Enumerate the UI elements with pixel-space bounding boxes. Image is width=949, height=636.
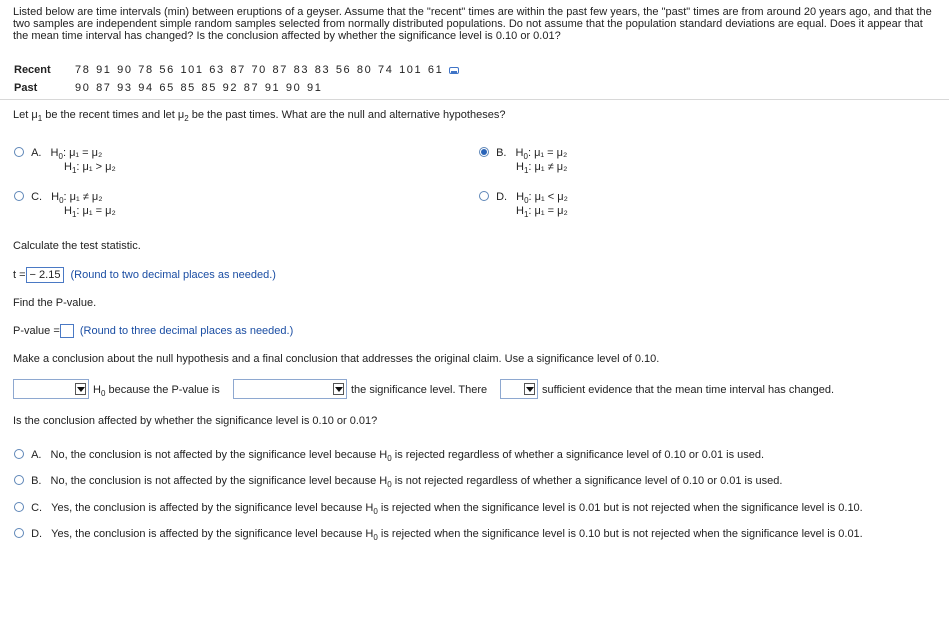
past-values: 90 87 93 94 65 85 85 92 87 91 90 91 [75,82,323,94]
radio-conclusion-d[interactable] [14,528,24,538]
conclusion-text-3: sufficient evidence that the mean time interval has changed. [542,384,835,396]
p-hint: (Round to three decimal places as needed.) [79,324,294,337]
conclusion-option-a[interactable]: A. No, the conclusion is not affected by the significance level because $H_0$ is rejected regardless of whether a significance level of 0.10 or 0.01 is used. [14,449,764,461]
radio-a[interactable] [14,147,24,157]
hypothesis-option-b[interactable]: B. $H_0$: μ₁ = μ₂ $H_1$: μ₁ ≠ μ₂ [479,146,567,174]
t-hint: (Round to two decimal places as needed.) [70,268,276,281]
conclusion-prompt: Make a conclusion about the null hypothesis and a final conclusion that addresses the original claim. Use a significance level of 0.10. [13,353,660,365]
problem-intro: Listed below are time intervals (min) between eruptions of a geyser. Assume that the "recent" times are within the past few years, the "past" times are from around 20 years ago, and that the two samples are independent simple random samples selected from normally distributed populations. Do not assume that the population standard deviations are equal. Does it appear that the mean time interval has changed? Is the conclusion affected by whether the significance level is 0.10 or 0.01? [13,6,932,42]
t-statistic-row: t = − 2.15 (Round to two decimal places as needed.) [13,268,276,281]
recent-data-row [75,64,459,76]
past-label: Past [14,82,38,94]
dropdown-arrow-icon [75,383,86,395]
conclusion-text-2: the significance level. There [351,384,488,396]
hypothesis-question: Let $\mu_1$ be the recent times and let $\mu_2$ be the past times. What are the null and alternative hypotheses? [13,109,506,123]
recent-label: Recent [14,64,51,76]
comparison-dropdown[interactable] [233,379,347,399]
radio-d[interactable] [479,191,489,201]
radio-c[interactable] [14,191,24,201]
p-prompt: Find the P-value. [13,297,97,309]
dropdown-arrow-icon [524,383,535,395]
hypothesis-option-a[interactable]: A. $H_0$: μ₁ = μ₂ $H_1$: μ₁ > μ₂ [14,146,116,174]
dropdown-arrow-icon [333,383,344,395]
radio-conclusion-a[interactable] [14,449,24,459]
p-value-row: P-value = (Round to three decimal places as needed.) [13,324,294,337]
evidence-dropdown[interactable] [500,379,538,399]
divider [0,99,949,100]
reject-dropdown[interactable] [13,379,89,399]
significance-question: Is the conclusion affected by whether the significance level is 0.10 or 0.01? [13,415,378,427]
hypothesis-option-d[interactable]: D. $H_0$: μ₁ < μ₂ $H_1$: μ₁ = μ₂ [479,190,568,218]
data-copy-icon[interactable] [449,67,459,74]
recent-values: 78 91 90 78 56 101 63 87 70 87 83 83 56 80 74 101 61 [75,64,444,76]
t-value-input[interactable]: − 2.15 [26,267,65,283]
radio-b-selected[interactable] [479,147,489,157]
hypothesis-option-c[interactable]: C. $H_0$: μ₁ ≠ μ₂ $H_1$: μ₁ = μ₂ [14,190,116,218]
conclusion-option-d[interactable]: D. Yes, the conclusion is affected by the significance level because $H_0$ is rejected when the significance level is 0.10 but is not rejected when the significance level is 0.01. [14,528,863,540]
conclusion-text-1: $H_0$ because the P-value is [93,384,220,398]
radio-conclusion-b[interactable] [14,475,24,485]
p-value-input[interactable] [60,324,74,338]
conclusion-option-b[interactable]: B. No, the conclusion is not affected by the significance level because $H_0$ is not rejected regardless of whether a significance level of 0.10 or 0.01 is used. [14,475,782,487]
conclusion-option-c[interactable]: C. Yes, the conclusion is affected by the significance level because $H_0$ is rejected when the significance level is 0.01 but is not rejected when the significance level is 0.10. [14,502,863,514]
calc-prompt: Calculate the test statistic. [13,240,141,252]
radio-conclusion-c[interactable] [14,502,24,512]
